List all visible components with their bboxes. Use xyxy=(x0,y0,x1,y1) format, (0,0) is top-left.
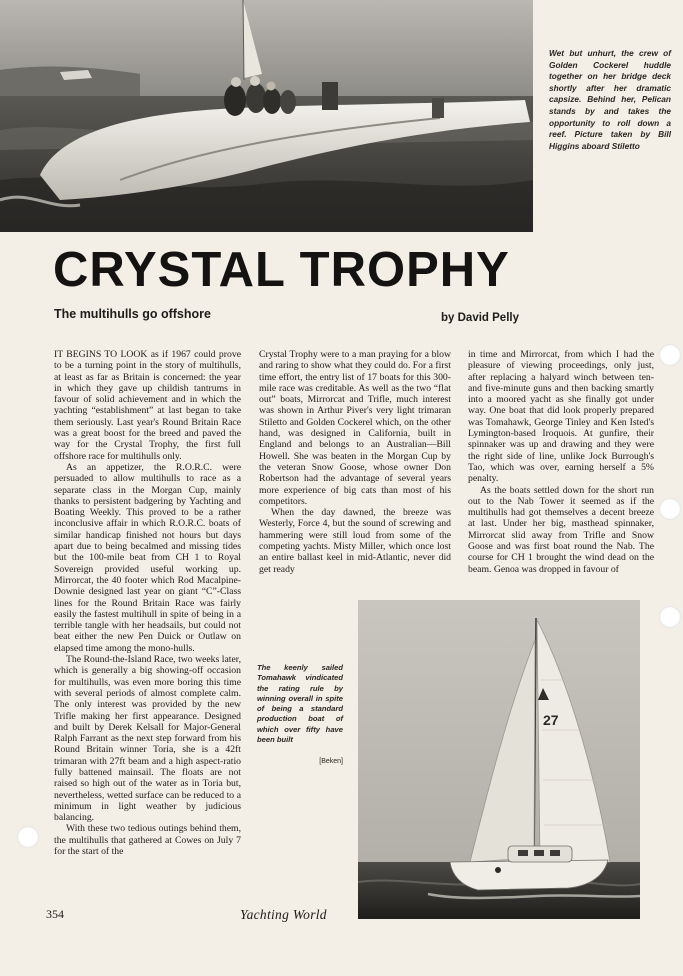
paragraph: With these two tedious outings behind them, the multihulls that gathered at Cowes on July 7 for the start of the xyxy=(54,823,241,858)
paragraph: Crystal Trophy were to a man praying for a blow and raring to show what they could do. For a first time effort, the entry list of 17 boats for this 300-mile race was creditable. As well as the two “flat out” boats, Mirrorcat and Trifle, much interest was shown in Arthur Piver's very light trimaran Stiletto and Golden Cockerel which, on the other hand, was designed in California, built in England and belongs to an Australian—Bill Howell. She was beaten in the Morgan Cup by the veteran Snow Goose, whose owner Don Robertson had the advantage of several years more experience of big cats than most of his competitors. xyxy=(259,349,451,507)
capsize-photo xyxy=(0,0,533,232)
article-byline: by David Pelly xyxy=(441,312,519,324)
binder-hole-right-upper xyxy=(659,344,681,366)
paragraph: IT BEGINS TO LOOK as if 1967 could prove to be a turning point in the story of multihulls, at least as far as Britain is concerned: the year in which they gave up childish tantrums in favour of solid achievement and in which the yachting “establishment” at last began to take them seriously. Last year's Round Britain Race was a great boost for the breed and paved the way for the Crystal Trophy, the first full offshore race for multihulls only. xyxy=(54,349,241,462)
paragraph: As an appetizer, the R.O.R.C. were persuaded to allow multihulls to race as a separate class in the Morgan Cup, mainly thanks to persistent badgering by Yachting and Boating Weekly. This proved to be a rather inconclusive affair in which R.O.R.C. boats of similar handicap finished not hours but days apart due to being becalmed and missing tides but the 100-mile beat from CH 1 to Royal Sovereign provided useful working up. Mirrorcat, the 40 footer which Rod Macalpine-Downie designed last year on giant “C”-Class lines for the Round Britain Race was fairly easily the fastest multihull in spite of being in a terrible tangle with her headsails, but could not beat either the new Pen Duick or Outlaw on elapsed time among the mono-hulls. xyxy=(54,461,241,654)
paragraph: As the boats settled down for the short run out to the Nab Tower it seemed as if the multihulls had got themselves a decent breeze at last. Under her big, masthead spinnaker, Mirrorcat slid away from Trifle and Snow Goose and was first boat round the Nab. The course for CH 1 brought the wind dead on the beam. Genoa was dropped in favour of xyxy=(468,484,654,575)
sail-number: 27 xyxy=(543,712,559,728)
tomahawk-photo-caption: The keenly sailed Tomahawk vindicated the rating rule by winning overall in spite of being a standard production boat of which over fifty have been built xyxy=(257,663,343,745)
page-number: 354 xyxy=(46,907,64,921)
article-subhead: The multihulls go offshore xyxy=(54,307,211,321)
article-headline: CRYSTAL TROPHY xyxy=(53,243,510,297)
binder-hole-right-lower xyxy=(659,606,681,628)
capsize-photo-caption: Wet but unhurt, the crew of Golden Cockerel huddle together on her bridge deck shortly after her dramatic capsize. Behind her, Pelican stands by and takes the opportunity to roll down a reef. Picture taken by Bill Higgins aboard Stiletto xyxy=(549,48,671,151)
photo-credit: [Beken] xyxy=(319,758,343,765)
paragraph: When the day dawned, the breeze was Westerly, Force 4, but the sound of screwing and hammering were still loud from some of the competing yachts. Misty Miller, which once lost an entire ballast keel in mid-Atlantic, never did get ready xyxy=(259,507,451,575)
magazine-name: Yachting World xyxy=(240,907,327,922)
paragraph: The Round-the-Island Race, two weeks later, which is generally a big showing-off occasion for multihulls, was even more boring this time with several periods of almost complete calm. The only interest was provided by the new Trifle making her first appearance. Designed and built by Derek Kelsall for Major-General Ralph Farrant as the next step forward from his Round Britain winner Toria, she is a 42ft trimaran with 27ft beam and a high aspect-ratio fully battened mainsail. The floats are not raised so high out of the water as in Toria but, nevertheless, wetted surface can be reduced to a minimum in light weather by judicious balancing. xyxy=(54,654,241,824)
tomahawk-photo xyxy=(358,600,640,919)
article-column-3 xyxy=(468,349,654,575)
paragraph: in time and Mirrorcat, from which I had the pleasure of viewing proceedings, only just, after replacing a halyard winch between ten- and five-minute guns and then backing smartly into a moored yacht as she finally got under way. One boat that did look properly prepared was Tomahawk, George Tinley and Ken Isted's Lymington-based Iroquois. At gunfire, their spinnaker was up and drawing and they were the right side of line, unlike Jock Burrough's Tao, which was over, earning herself a 5% penalty. xyxy=(468,349,654,485)
article-column-2 xyxy=(259,349,451,575)
binder-hole-right-middle xyxy=(659,498,681,520)
binder-hole-left-lower xyxy=(17,826,39,848)
article-column-1 xyxy=(54,349,241,857)
